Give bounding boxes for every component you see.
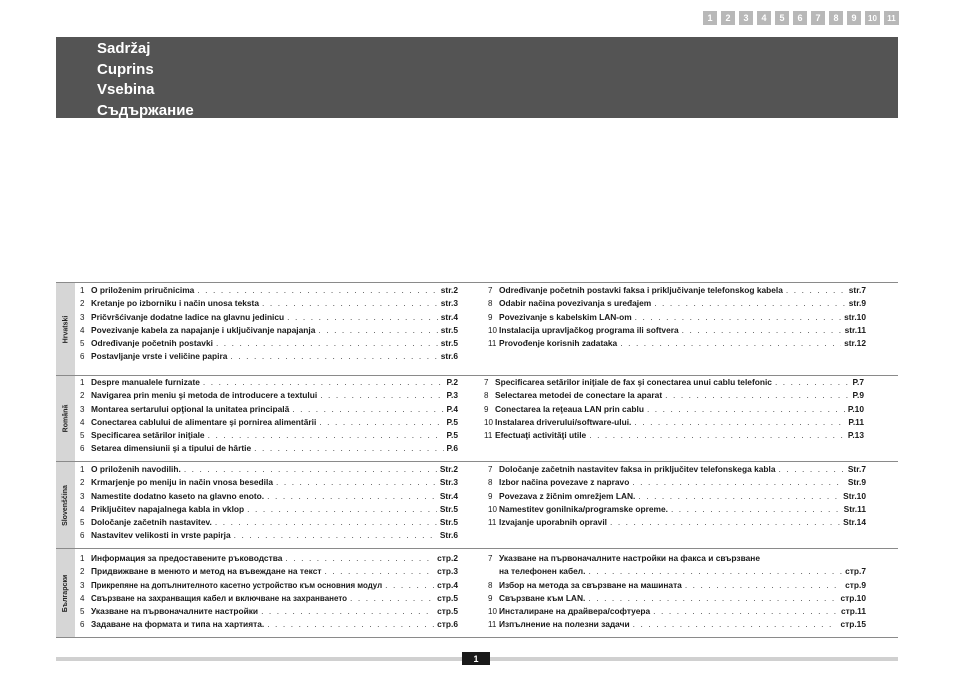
item-title: O priloženim priručnicima (91, 285, 195, 295)
item-title: Povezivanje s kabelskim LAN-om (499, 311, 632, 322)
toc-item[interactable] (80, 552, 458, 565)
item-title: Conectarea cablului de alimentare şi pornirea alimentării (91, 416, 317, 427)
item-number: 7 (488, 286, 493, 295)
leader-dots (588, 592, 837, 605)
toc-item[interactable] (488, 605, 866, 618)
item-page: стр.5 (437, 606, 458, 617)
item-page: Str.4 (439, 490, 458, 501)
language-label: Hrvatski (62, 315, 70, 343)
item-page: str.9 (848, 298, 866, 309)
leader-dots (647, 403, 845, 416)
header-title-ro: Cuprins (97, 60, 154, 78)
leader-dots (685, 579, 842, 592)
item-number: 2 (80, 391, 85, 401)
item-number: 9 (488, 491, 493, 501)
item-title: Izbor načina povezave z napravo (499, 477, 630, 488)
item-page: Str.6 (439, 530, 458, 541)
leader-dots (261, 605, 434, 618)
toc-item[interactable] (484, 429, 864, 442)
item-page: P.10 (847, 403, 864, 414)
item-title: Povezava z žičnim omrežjem LAN. (499, 490, 636, 501)
page-tab-5[interactable]: 5 (775, 11, 789, 25)
item-title: Избор на метода за свързване на машината (499, 579, 682, 590)
leader-dots (215, 516, 437, 529)
item-number: 11 (484, 431, 493, 441)
item-page: str.10 (844, 311, 866, 322)
leader-dots (634, 416, 845, 429)
item-number: 11 (488, 518, 497, 528)
item-page: Str.14 (843, 517, 866, 528)
item-title: Свързване на захранващия кабел и включване на захранването (91, 593, 348, 603)
item-title: Придвижване в менюто и метод на въвеждане на текст (91, 566, 322, 577)
toc-item[interactable] (488, 503, 866, 516)
item-title: Instalarea driverului/software-ului. (495, 416, 632, 427)
toc-item[interactable] (488, 297, 866, 310)
item-page: P.7 (852, 377, 864, 387)
leader-dots (276, 476, 437, 489)
leader-dots (682, 324, 842, 337)
toc-item[interactable] (488, 311, 866, 324)
item-number: 8 (484, 391, 489, 401)
item-title: Efectuaţi activităţi utile (495, 430, 587, 441)
toc-item[interactable] (488, 592, 866, 605)
item-page: стр.4 (437, 579, 458, 590)
item-number: 8 (488, 580, 493, 590)
leader-dots (775, 376, 850, 389)
item-title: Conectarea la reţeaua LAN prin cablu (495, 403, 644, 414)
leader-dots (632, 476, 845, 489)
item-page: стр.7 (845, 566, 866, 577)
item-number: 3 (80, 312, 85, 322)
item-title: Setarea dimensiunii şi a tipului de hârtie (91, 443, 252, 454)
section-romana (56, 375, 898, 461)
leader-dots (319, 416, 443, 429)
item-number: 9 (488, 593, 493, 603)
toc-item[interactable] (80, 490, 458, 503)
item-title: Določanje začetnih nastavitev faksa in priključitev telefonskega kabla (499, 464, 776, 474)
toc-item[interactable] (488, 476, 866, 489)
item-title: Указване на първоначалните настройки (91, 606, 259, 617)
toc-item[interactable] (484, 376, 864, 389)
item-number: 5 (80, 607, 85, 617)
item-number: 6 (80, 620, 85, 630)
page-tab-3[interactable]: 3 (739, 11, 753, 25)
item-page: стр.9 (845, 579, 866, 590)
item-number: 3 (80, 404, 85, 414)
item-page: стр.11 (840, 606, 866, 617)
leader-dots (267, 490, 437, 503)
leader-dots (665, 389, 849, 402)
page-tab-4[interactable]: 4 (757, 11, 771, 25)
page-number: 1 (462, 652, 490, 665)
leader-dots (610, 516, 840, 529)
item-title: Инсталиране на драйвера/софтуера (499, 606, 651, 617)
toc-item[interactable] (488, 490, 866, 503)
toc-item[interactable] (80, 311, 458, 324)
item-page: P.3 (446, 390, 458, 401)
toc-item-continued[interactable] (488, 565, 866, 578)
item-title: Specificarea setărilor iniţiale (91, 430, 205, 441)
leader-dots (324, 565, 434, 578)
toc-item[interactable] (80, 350, 458, 363)
toc-item[interactable] (488, 324, 866, 337)
header-title-hr: Sadržaj (97, 40, 151, 57)
item-page: str.2 (440, 285, 458, 295)
page-tab-11[interactable]: 11 (884, 11, 899, 25)
item-title: Despre manualele furnizate (91, 377, 200, 387)
toc-item[interactable] (80, 429, 458, 442)
toc-item[interactable] (488, 337, 866, 350)
leader-dots (588, 565, 842, 578)
contents-header (56, 37, 898, 118)
item-page: Str.5 (439, 517, 458, 528)
toc-item[interactable] (80, 389, 458, 402)
item-number: 2 (80, 478, 85, 488)
item-number: 5 (80, 431, 85, 441)
item-page: str.11 (844, 324, 866, 335)
item-number: 4 (80, 325, 85, 335)
section-hrvatski (56, 282, 898, 375)
toc-item[interactable] (80, 297, 458, 310)
toc-item[interactable] (80, 376, 458, 389)
table-of-contents (56, 282, 898, 638)
item-title: Izvajanje uporabnih opravil (499, 517, 607, 528)
item-number: 5 (80, 339, 85, 349)
item-page: str.12 (844, 338, 866, 349)
item-page: Str.11 (843, 503, 866, 514)
leader-dots (216, 337, 438, 350)
toc-item[interactable] (80, 442, 458, 455)
item-title: Krmarjenje po meniju in način vnosa besedila (91, 477, 273, 488)
item-page: стр.6 (437, 619, 458, 630)
item-number: 10 (484, 417, 493, 427)
item-number: 3 (80, 580, 85, 590)
item-title: Povezivanje kabela za napajanje i uključivanje napajanja (91, 324, 316, 335)
toc-item[interactable] (80, 605, 458, 618)
item-page: P.5 (446, 416, 458, 427)
item-page: str.3 (440, 298, 458, 309)
item-page: стр.15 (840, 619, 866, 630)
toc-item[interactable] (484, 416, 864, 429)
leader-dots (247, 503, 437, 516)
leader-dots (786, 284, 846, 297)
item-number: 7 (488, 465, 493, 474)
toc-item[interactable] (80, 529, 458, 542)
item-number: 10 (488, 504, 497, 514)
item-page: P.11 (848, 416, 864, 427)
leader-dots (589, 429, 845, 442)
item-number: 6 (80, 444, 85, 454)
item-title: Задаване на формата и типа на хартията. (91, 619, 265, 630)
item-title: Navigarea prin meniu şi metoda de introducere a textului (91, 390, 318, 401)
language-label: Slovenščina (62, 484, 70, 526)
item-title: Instalacija upravljačkog programa ili softvera (499, 324, 679, 335)
item-number: 1 (80, 378, 85, 387)
section-slovenscina (56, 461, 898, 548)
item-title: Određivanje početnih postavki (91, 338, 213, 349)
toc-item[interactable] (80, 565, 458, 578)
item-number: 2 (80, 299, 85, 309)
leader-dots (385, 579, 434, 592)
item-number: 7 (484, 378, 489, 387)
leader-dots (633, 618, 838, 631)
item-title: Montarea sertarului opţional la unitatea principală (91, 403, 290, 414)
toc-item[interactable] (80, 592, 458, 605)
item-page: P.9 (852, 390, 864, 401)
item-page: P.6 (446, 443, 458, 454)
leader-dots (654, 297, 846, 310)
item-title: на телефонен кабел. (499, 566, 586, 577)
section-balgarski (56, 548, 898, 638)
item-title: Pričvršćivanje dodatne ladice na glavnu jedinicu (91, 311, 285, 322)
item-title: Određivanje početnih postavki faksa i priključivanje telefonskog kabela (499, 285, 783, 295)
item-page: Str.7 (847, 464, 866, 474)
leader-dots (203, 376, 444, 389)
item-title: Selectarea metodei de conectare la aparat (495, 390, 663, 401)
item-page: str.6 (440, 351, 458, 362)
item-number: 3 (80, 491, 85, 501)
item-number: 9 (484, 404, 489, 414)
item-page: стр.10 (840, 592, 866, 603)
page-tab-10[interactable]: 10 (865, 11, 880, 25)
toc-item[interactable] (80, 579, 458, 592)
item-page: P.5 (446, 430, 458, 441)
item-number: 6 (80, 531, 85, 541)
item-title: Nastavitev velikosti in vrste papirja (91, 530, 231, 541)
item-page: str.4 (440, 311, 458, 322)
item-page: Str.10 (843, 490, 866, 501)
item-title: Določanje začetnih nastavitev. (91, 517, 212, 528)
item-title: Odabir načina povezivanja s uređajem (499, 298, 652, 309)
item-number: 8 (488, 299, 493, 309)
page-tab-9[interactable]: 9 (847, 11, 861, 25)
toc-item[interactable] (488, 516, 866, 529)
item-page: str.7 (848, 285, 866, 295)
leader-dots (653, 605, 838, 618)
item-page: стр.2 (437, 553, 458, 563)
item-title: Namestite dodatno kaseto na glavno enoto. (91, 490, 265, 501)
item-title: O priloženih navodilih. (91, 464, 181, 474)
item-title: Postavljanje vrste i veličine papira (91, 351, 228, 362)
page-tab-8[interactable]: 8 (829, 11, 843, 25)
item-title: Specificarea setărilor iniţiale de fax şi conectarea unui cablu telefonic (495, 377, 772, 387)
leader-dots (262, 297, 438, 310)
toc-item[interactable] (80, 618, 458, 631)
item-page: Str.9 (847, 477, 866, 488)
toc-item[interactable] (80, 403, 458, 416)
leader-dots (287, 311, 438, 324)
item-title: Информация за предоставените ръководства (91, 553, 283, 563)
language-label: Română (62, 404, 69, 433)
item-number: 4 (80, 417, 85, 427)
item-title: Указване на първоначалните настройки на факса и свързване (499, 553, 760, 563)
toc-item[interactable] (80, 337, 458, 350)
item-number: 4 (80, 593, 85, 603)
item-title: Изпълнение на полезни задачи (499, 619, 630, 630)
leader-dots (320, 389, 443, 402)
toc-item[interactable] (488, 463, 866, 476)
item-number: 10 (488, 607, 497, 617)
item-title: Namestitev gonilnika/programske opreme. (499, 503, 668, 514)
item-number: 6 (80, 352, 85, 362)
leader-dots (638, 490, 840, 503)
leader-dots (197, 284, 437, 297)
item-number: 4 (80, 504, 85, 514)
header-title-bg: Съдържание (97, 101, 194, 119)
item-number: 11 (488, 339, 497, 349)
leader-dots (292, 403, 443, 416)
leader-dots (254, 442, 443, 455)
item-page: P.13 (847, 430, 864, 441)
page-tab-6[interactable]: 6 (793, 11, 807, 25)
leader-dots (635, 311, 841, 324)
toc-item[interactable] (484, 389, 864, 402)
item-title: Priključitev napajalnega kabla in vklop (91, 503, 245, 514)
toc-item[interactable] (484, 403, 864, 416)
toc-item[interactable] (80, 416, 458, 429)
leader-dots (267, 618, 434, 631)
toc-item[interactable] (80, 324, 458, 337)
item-number: 8 (488, 478, 493, 488)
item-title: Provođenje korisnih zadataka (499, 338, 618, 349)
toc-item[interactable] (488, 284, 866, 297)
page-tab-1[interactable]: 1 (703, 11, 717, 25)
toc-item[interactable] (80, 284, 458, 297)
leader-dots (234, 529, 437, 542)
page-tabs (703, 11, 899, 25)
item-number: 11 (488, 620, 497, 630)
item-number: 1 (80, 286, 85, 295)
item-page: Str.3 (439, 477, 458, 488)
leader-dots (620, 337, 841, 350)
item-page: Str.5 (439, 503, 458, 514)
leader-dots (184, 463, 437, 476)
leader-dots (285, 552, 434, 565)
leader-dots (350, 592, 434, 605)
toc-item[interactable] (80, 463, 458, 476)
item-number: 9 (488, 312, 493, 322)
page-tab-7[interactable]: 7 (811, 11, 825, 25)
item-page: стр.5 (437, 592, 458, 603)
leader-dots (230, 350, 437, 363)
header-title-sl: Vsebina (97, 81, 155, 98)
leader-dots (671, 503, 841, 516)
item-number: 5 (80, 518, 85, 528)
toc-item[interactable] (80, 516, 458, 529)
item-page: стр.3 (437, 566, 458, 577)
toc-item[interactable] (488, 579, 866, 592)
item-title: Прикрепяне на допълнителното касетно устройство към основния модул (91, 580, 383, 590)
item-number: 1 (80, 554, 85, 563)
item-page: P.4 (446, 403, 458, 414)
item-number: 2 (80, 567, 85, 577)
item-number: 10 (488, 325, 497, 335)
toc-item[interactable] (80, 476, 458, 489)
language-label: Български (62, 574, 69, 612)
item-number: 7 (488, 554, 493, 563)
leader-dots (208, 429, 444, 442)
item-page: Str.2 (439, 464, 458, 474)
item-page: str.5 (440, 338, 458, 349)
leader-dots (778, 463, 844, 476)
item-title: Kretanje po izborniku i način unosa teksta (91, 298, 259, 309)
item-title: Свързване към LAN. (499, 592, 586, 603)
leader-dots (318, 324, 437, 337)
item-page: str.5 (440, 324, 458, 335)
item-number: 1 (80, 465, 85, 474)
toc-item[interactable] (488, 552, 866, 565)
toc-item[interactable] (488, 618, 866, 631)
page-tab-2[interactable]: 2 (721, 11, 735, 25)
item-page: P.2 (446, 377, 458, 387)
toc-item[interactable] (80, 503, 458, 516)
